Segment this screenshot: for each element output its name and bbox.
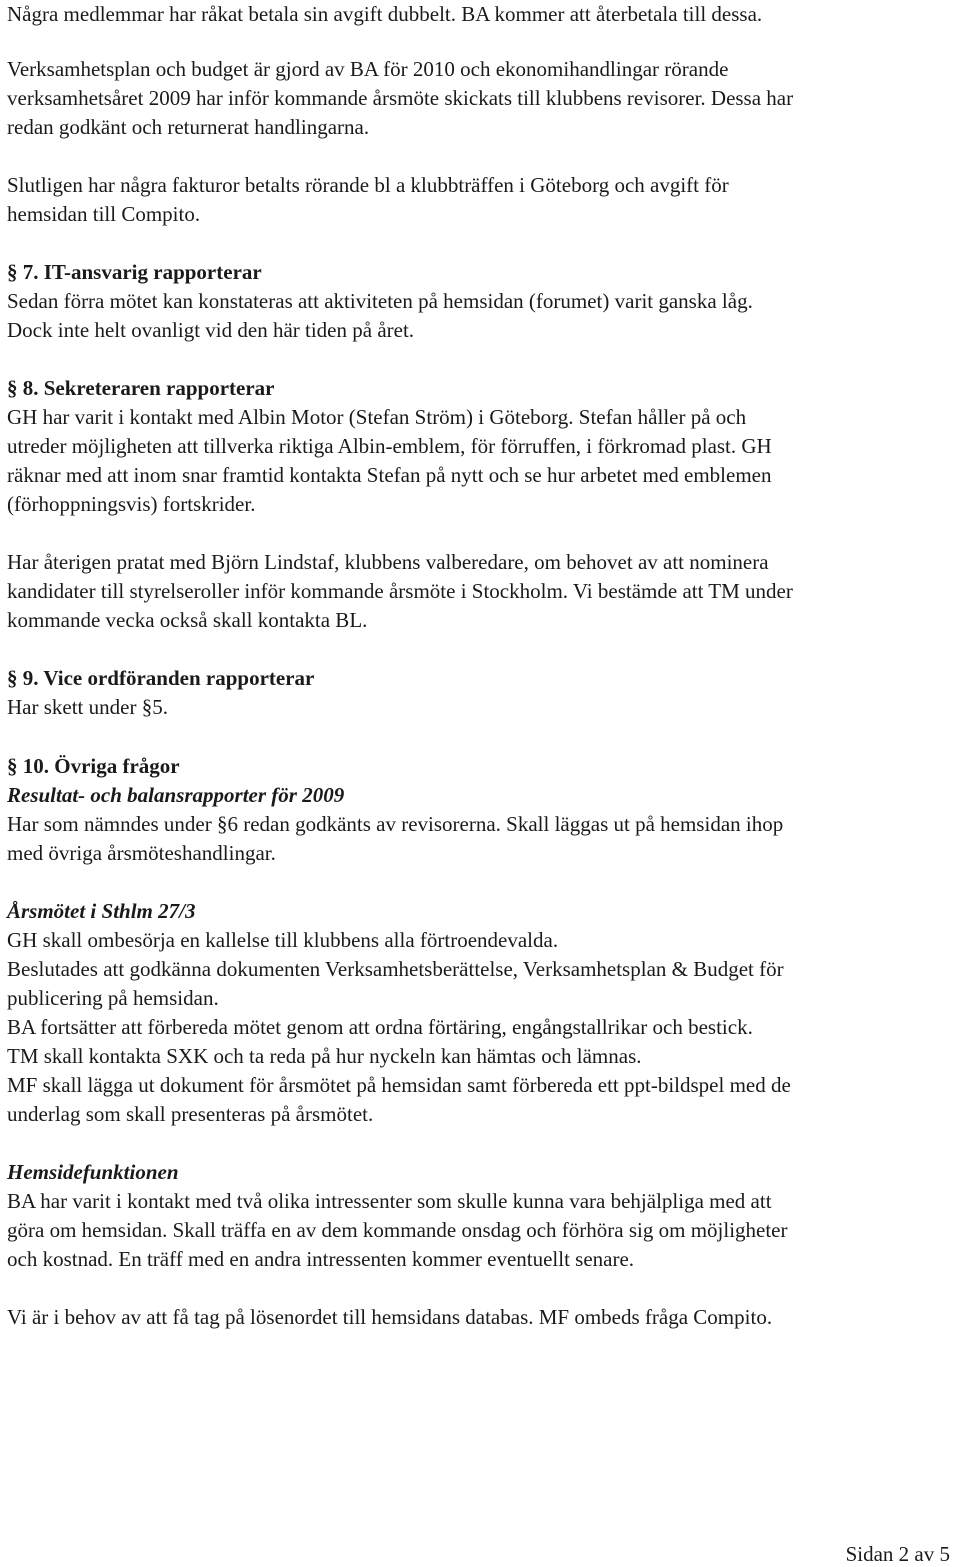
- paragraph-line: (förhoppningsvis) fortskrider.: [7, 492, 256, 516]
- paragraph-line: GH har varit i kontakt med Albin Motor (Stefan Ström) i Göteborg. Stefan håller på och: [7, 405, 747, 429]
- document-page: [7, 0, 953, 1567]
- paragraph-line: Verksamhetsplan och budget är gjord av BA för 2010 och ekonomihandlingar rörande: [7, 57, 729, 81]
- paragraph-line: kommande vecka också skall kontakta BL.: [7, 608, 368, 632]
- page-number: Sidan 2 av 5: [845, 1542, 950, 1566]
- paragraph-line: utreder möjligheten att tillverka riktiga Albin-emblem, för förruffen, i förkromad plast. GH: [7, 434, 772, 458]
- paragraph-line: hemsidan till Compito.: [7, 202, 201, 226]
- subheading-results: Resultat- och balansrapporter för 2009: [7, 783, 345, 807]
- subheading-website: Hemsidefunktionen: [7, 1160, 179, 1184]
- paragraph-line: underlag som skall presenteras på årsmötet.: [7, 1102, 374, 1126]
- paragraph-line: räknar med att inom snar framtid kontakta Stefan på nytt och se hur arbetet med emblemen: [7, 463, 772, 487]
- paragraph-line: Har som nämndes under §6 redan godkänts av revisorerna. Skall läggas ut på hemsidan ihop: [7, 812, 784, 836]
- section-heading-9: § 9. Vice ordföranden rapporterar: [7, 666, 315, 690]
- section-heading-10: § 10. Övriga frågor: [7, 754, 180, 778]
- paragraph-line: Slutligen har några fakturor betalts rörande bl a klubbträffen i Göteborg och avgift för: [7, 173, 729, 197]
- paragraph-line: publicering på hemsidan.: [7, 986, 219, 1010]
- paragraph-line: kandidater till styrelseroller inför kommande årsmöte i Stockholm. Vi bestämde att TM under: [7, 579, 793, 603]
- paragraph-line: göra om hemsidan. Skall träffa en av dem kommande onsdag och förhöra sig om möjligheter: [7, 1218, 788, 1242]
- paragraph-line: Vi är i behov av att få tag på lösenordet till hemsidans databas. MF ombeds fråga Compito.: [7, 1305, 773, 1329]
- section-heading-7: § 7. IT-ansvarig rapporterar: [7, 260, 262, 284]
- paragraph-line: Dock inte helt ovanligt vid den här tiden på året.: [7, 318, 415, 342]
- paragraph-line: verksamhetsåret 2009 har inför kommande årsmöte skickats till klubbens revisorer. Dessa har: [7, 86, 794, 110]
- paragraph-line: med övriga årsmöteshandlingar.: [7, 841, 276, 865]
- paragraph-line: MF skall lägga ut dokument för årsmötet på hemsidan samt förbereda ett ppt-bildspel med de: [7, 1073, 791, 1097]
- paragraph-line: Några medlemmar har råkat betala sin avgift dubbelt. BA kommer att återbetala till dessa.: [7, 2, 763, 26]
- section-heading-8: § 8. Sekreteraren rapporterar: [7, 376, 275, 400]
- paragraph-line: TM skall kontakta SXK och ta reda på hur nyckeln kan hämtas och lämnas.: [7, 1044, 642, 1068]
- paragraph-line: GH skall ombesörja en kallelse till klubbens alla förtroendevalda.: [7, 928, 559, 952]
- paragraph-line: Har återigen pratat med Björn Lindstaf, klubbens valberedare, om behovet av att nominera: [7, 550, 769, 574]
- paragraph-line: BA fortsätter att förbereda mötet genom att ordna förtäring, engångstallrikar och bestick.: [7, 1015, 753, 1039]
- paragraph-line: BA har varit i kontakt med två olika intressenter som skulle kunna vara behjälpliga med att: [7, 1189, 772, 1213]
- paragraph-line: Sedan förra mötet kan konstateras att aktiviteten på hemsidan (forumet) varit ganska låg.: [7, 289, 753, 313]
- paragraph-line: och kostnad. En träff med en andra intressenten kommer eventuellt senare.: [7, 1247, 635, 1271]
- paragraph-line: Beslutades att godkänna dokumenten Verksamhetsberättelse, Verksamhetsplan & Budget för: [7, 957, 784, 981]
- paragraph-line: Har skett under §5.: [7, 695, 168, 719]
- subheading-annual-meeting: Årsmötet i Sthlm 27/3: [7, 899, 196, 923]
- paragraph-line: redan godkänt och returnerat handlingarna.: [7, 115, 370, 139]
